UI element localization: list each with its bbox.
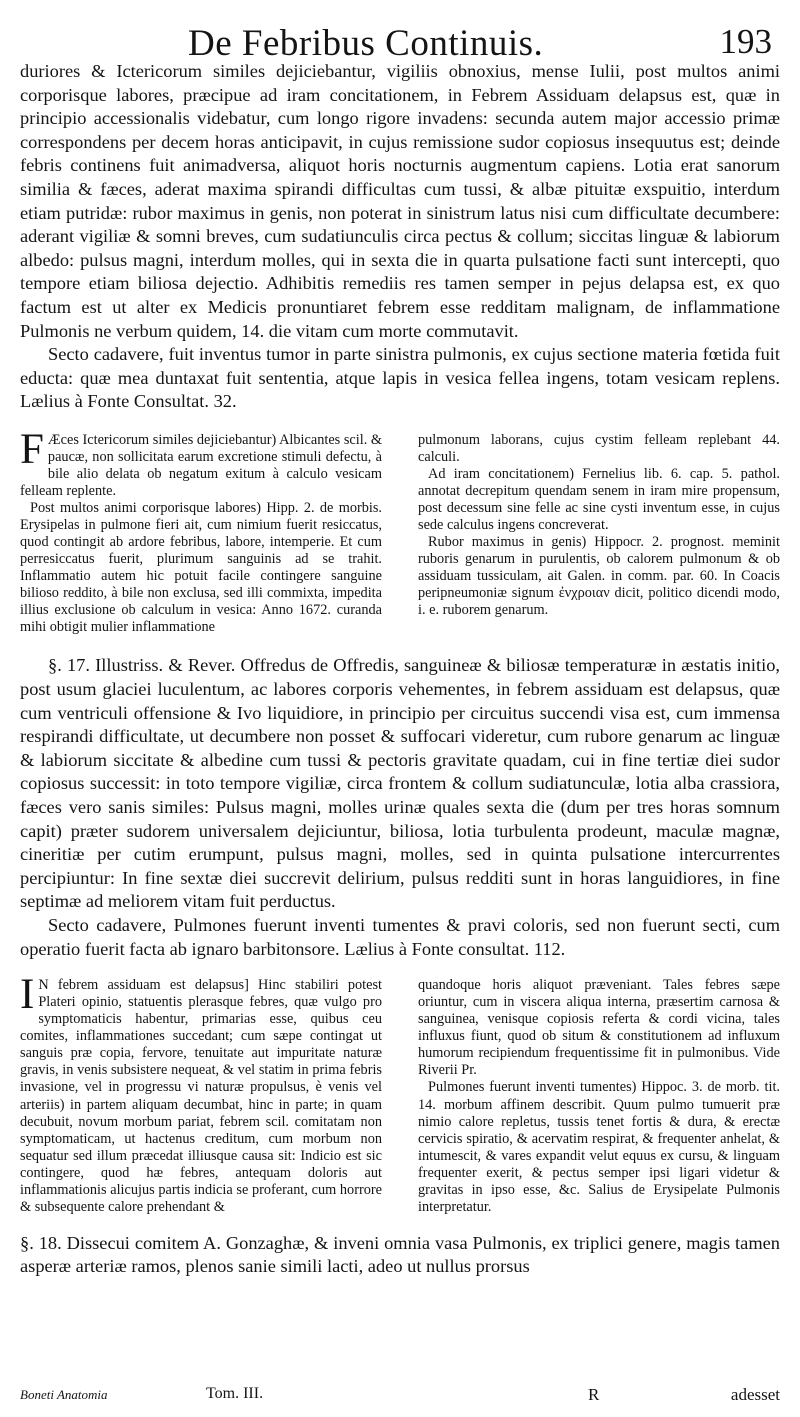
scholia-block-1 xyxy=(20,425,780,637)
scholia-left-column xyxy=(20,425,382,637)
drop-cap: I xyxy=(20,971,35,1019)
scholion-text: Rubor maximus in genis) Hippocr. 2. prognost. meminit ruboris genarum in purulentis, ob calorem pulmonum & ob assiduam tussiculam, ait Galen. in comm. par. 60. In Coacis peripneumoniæ signum ἐνχροιαν dicit, politico dicendi modo, i. e. ruborem genarum. xyxy=(418,534,780,619)
page-footer xyxy=(20,1385,780,1411)
case-paragraph-continued: duriores & Ictericorum similes dejiciebantur, vigiliis obnoxius, mense Iulii, post multos animi corporisque labores, præcipue ad iram concitationem, in Febrem Assiduam delapsus est, quæ in principio accessionalis videbatur, cum longo rigore invadens: secunda autem major accessio primæ correspondens per decem horas anticipavit, in cujus remissione sudor copiosus insequutus est; deinde febris continens fuit animadversa, aliquot horis nocturnis augmentum capiens. Lotia erat sanorum similia & fæces, aderat maxima spirandi difficultas cum tussi, & albæ pituitæ exspuitio, interdum etiam putridæ: rubor maximus in genis, non poterat in sinistrum latus nisi cum difficultate decumbere: aderant vigiliæ & somni breves, cum sudatiunculis circa pectus & collum; siccitas linguæ & labiorum albedo: pulsus magni, interdum molles, qui in sexta die in quarta pulsatione facti sunt intercepti, quo tempore etiam biliosa dejectio. Adhibitis remediis res tamen semper in pejus delapsa est, ex quo factum est ut alter ex Medicis pronuntiaret febrem esse redditam malignam, de inflammatione Pulmonis ne verbum quidem, 14. die vitam cum morte commutavit. xyxy=(20,61,780,341)
scholion-text: pulmonum laborans, cujus cystim felleam replebant 44. calculi. xyxy=(418,431,780,465)
page-body xyxy=(20,60,780,1279)
signature-mark: Boneti Anatomia xyxy=(20,1387,108,1402)
autopsy-paragraph: Secto cadavere, Pulmones fuerunt inventi tumentes & pravi coloris, sed non fuerunt secti, cum operatio fuerit facta ab ignaro barbitonsore. Lælius à Fonte consultat. 112. xyxy=(20,915,780,959)
scholion-text: Ad iram concitationem) Fernelius lib. 6. cap. 5. pathol. annotat decrepitum quendam senem in iram mire propensum, post decessum sine felle ac sine cysti inventum esse, in cujus sede calculus ingens concreverat. xyxy=(418,466,780,534)
scholia-right-column xyxy=(418,432,780,637)
scholion-text: N febrem assiduam est delapsus] Hinc stabiliri potest Plateri opinio, statuentis plerasque febres, quæ vulgo pro symptomaticis habentur, primarias esse, quibus ceu comites, inflammationes succedant; cum sæpe contingat ut sanguis præ copia, fervore, tenuitate aut impuritate naturæ gravis, in venis subsistere nequeat, & vel statim in prima febris invasione, vel in progressu vi naturæ propulsus, è venis vel arteriis) in partem aliquam decumbat, hinc in parte; in quam decubuit, novum morbum pariat, febrem scil. comitatam non symptomaticam, ut hactenus creditum, cum morbum non sequatur sed illum præcedat illiusque causa sit: Indicio est sic contingere, quod hæ febres, antequam doloris aut inflammationis alicujus partis indicia se proferant, cum horrore & subsequente calore prehendant & xyxy=(20,977,382,1215)
scholion-text: Post multos animi corporisque labores) Hipp. 2. de morbis. Erysipelas in pulmone fieri ait, cum nimium fuerit resiccatus, quod contingit ab ardore febribus, labore, intemperie. Et cum perresiccatus fuerit, plurimum sanguinis ad se trahit. Inflammatio autem hic potuit facile contingere sanguine bilioso reddito, à bile non exclusa, sed illi commixta, impedita illius exclusione ob calculum in vesica: Anno 1672. curanda mihi obtigit mulier inflammatione xyxy=(20,500,382,636)
scholion-text: Æces Ictericorum similes dejiciebantur) Albicantes scil. & paucæ, non sollicitata earum excretione stimuli defectu, à bile alio delata ob negatum exitum à calculo vesicam felleam replente. xyxy=(20,431,382,500)
catchword: adesset xyxy=(730,1385,780,1404)
scholion-text: Pulmones fuerunt inventi tumentes) Hippoc. 3. de morb. tit. 14. morbum affinem describit. Quum pulmo tumuerit præ nimio calore repletus, tussis tenet fortis & dura, & erectæ cervicis spiratio, & acervatim respirat, & frequenter anhelat, & intumescit, & vares expandit velut equus ex cursu, & linguam frequenter exerit, & pectus semper ipsi ligari videtur & gravitas in ipso esse, &c. Salius de Erysipelate Pulmonis interpretatur. xyxy=(418,1079,780,1215)
drop-cap: F xyxy=(20,425,44,473)
scholia-block-2 xyxy=(20,971,780,1216)
volume-label: Tom. III. xyxy=(206,1385,264,1402)
section-18-paragraph: §. 18. Dissecui comitem A. Gonzaghæ, & inveni omnia vasa Pulmonis, ex triplici genere, magis tamen asperæ arteriæ ramos, plenos sanie simili lacti, adeo ut nullus prorsus xyxy=(20,1232,780,1277)
autopsy-paragraph: Secto cadavere, fuit inventus tumor in parte sinistra pulmonis, ex cujus sectione materia fœtida fuit educta: quæ mea duntaxat fuit sententia, atque lapis in vesica fellea ingens, totam vesicam replens. Lælius à Fonte Consultat. 32. xyxy=(20,344,780,412)
section-17-paragraph: §. 17. Illustriss. & Rever. Offredus de Offredis, sanguineæ & biliosæ temperaturæ in æstatis initio, post usum glaciei luculentum, ac labores corporis vehementes, in febrem assiduam est delapsus, quæ cum ventriculi offensione & Ivo liquidiore, in principio per circuitus succendi visa est, cum immensa respirandi difficultate, ut decumbere non posset & suffocari videretur, cum rubore genarum ac linguæ & labiorum siccitate & albedine cum tussi & pectoris gravitate quadam, cui in fine tertiæ diei sudor copiosus successit: in toto tempore vigiliæ, circa frontem & collum sudiatunculæ, lotia alba crassiora, fæces vero sanis similes: Pulsus magni, molles urinæ quales sexta die (dum per tres horas somnum capit) præter sudorem universalem dejiciuntur, biliosa, lotia turbulenta prodeunt, maculæ magnæ, cineritiæ per cutim erumpunt, pulsus magni, molles, sed in quinta pulsatione intercurrentes percipiuntur: In fine sextæ diei succrevit delirium, pulsus redditi sunt in horas languidiores, in fine septimæ ad meliorem vitam fuit perductus. xyxy=(20,655,780,912)
page-number: 193 xyxy=(719,22,772,61)
running-title: De Febribus Continuis. xyxy=(188,23,544,64)
scholia-left-column xyxy=(20,971,382,1216)
scholion-text: quandoque horis aliquot præveniant. Tales febres sæpe oriuntur, cum in viscera aliqua interna, præsertim carnosa & sanguinea, venisque copiosis referta & cordi vicina, tales influxus fiunt, quod ob situm & constitutionem ad influxum humorum recipiendum frequentissime fit in pulmonibus. Vide Riverii Pr. xyxy=(418,977,780,1079)
signature-letter: R xyxy=(588,1385,600,1404)
scholia-right-column xyxy=(418,977,780,1216)
